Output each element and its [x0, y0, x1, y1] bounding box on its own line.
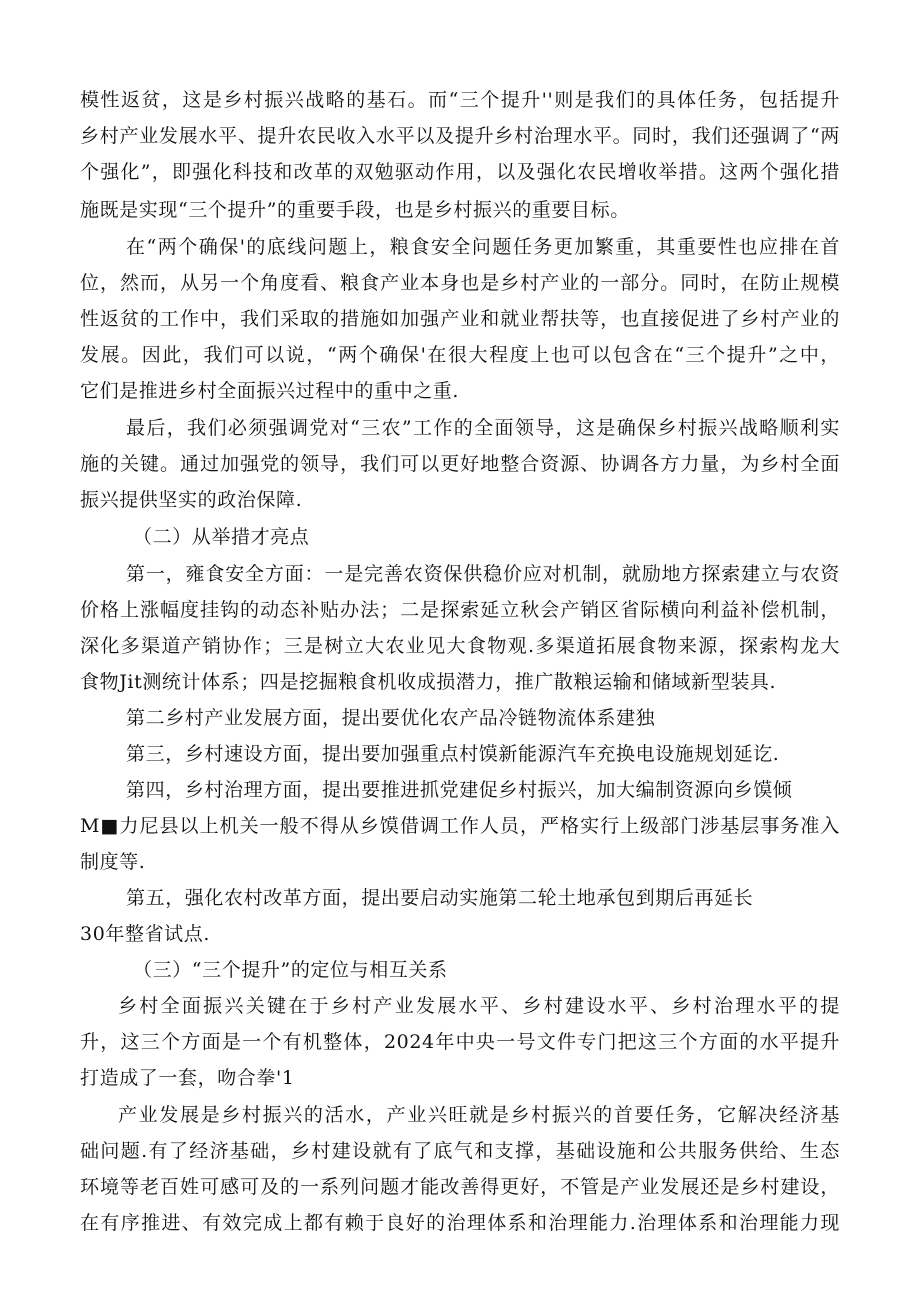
text-line: 食物Jit测统计体系；四是挖掘粮食机收成损潜力，推广散粮运输和储域新型装具. [80, 671, 777, 693]
text-line: 位，然而，从另一个角度看、粮食产业本身也是乡村产业的一部分。同时，在防止规模 [80, 272, 840, 294]
text-line: 础问题.有了经济基础，乡村建设就有了底气和支撑，基础设施和公共服务供给、生态 [80, 1140, 840, 1162]
text-line: 第二乡村产业发展方面，提出要优化农产品冷链物流体系建独 [126, 707, 656, 729]
text-line: 模性返贫，这是乡村振兴战略的基石。而“三个提升''则是我们的具体任务，包括提升 [80, 89, 840, 111]
text-line: 制度等. [80, 851, 146, 873]
text-line: 环境等老百姓可感可及的一系列问题才能改善得更好，不管是产业发展还是乡村建设， [80, 1176, 840, 1198]
text-line: M■力尼县以上机关一般不得从乡馍借调工作人员，严格实行上级部门涉基层事务准入 [80, 815, 840, 837]
text-line: 振兴提供坚实的政治保障. [80, 489, 303, 511]
text-line: 它们是推进乡村全面振兴过程中的重中之重. [80, 380, 460, 402]
text-line: 发展。因此，我们可以说，“两个确保'在很大程度上也可以包含在“三个提升”之中， [80, 344, 840, 366]
section-heading: （二）从举措才亮点 [133, 526, 310, 548]
text-line: 30年整省试点. [80, 923, 211, 945]
text-line: 第五，强化农村改革方面，提出要启动实施第二轮土地承包到期后再延长 [126, 887, 754, 909]
text-line: 最后，我们必须强调党对“三农”工作的全面领导，这是确保乡村振兴战略顺利实 [126, 417, 840, 439]
text-line: 第四，乡村治理方面，提出要推进抓党建促乡村振兴，加大编制资源向乡馍倾 [126, 779, 793, 801]
text-line: 个强化”，即强化科技和改革的双勉驱动作用，以及强化农民增收举措。这两个强化措 [80, 161, 840, 183]
text-line: 升，这三个方面是一个有机整体，2024年中央一号文件专门把这三个方面的水平提升 [80, 1031, 840, 1053]
text-line: 乡村产业发展水平、提升农民收入水平以及提升乡村治理水平。同时，我们还强调了“两 [80, 125, 840, 147]
text-line: 第一，雍食安全方面：一是完善农资保供稳价应对机制，就励地方探索建立与农资 [126, 563, 840, 585]
text-line: 第三，乡村速设方面，提出要加强重点村馍新能源汽车充换电设施规划延讫. [126, 743, 780, 765]
text-line: 乡村全面振兴关键在于乡村产业发展水平、乡村建设水平、乡村治理水平的提 [118, 995, 840, 1017]
text-line: 性返贫的工作中，我们采取的措施如加强产业和就业帮扶等，也直接促进了乡村产业的 [80, 308, 840, 330]
text-line: 施的关键。通过加强党的领导，我们可以更好地整合资源、协调各方力量，为乡村全面 [80, 453, 840, 475]
text-line: 价格上涨幅度挂钩的动态补贴办法；二是探索延立秋会产销区省际横向利益补偿机制， [80, 599, 840, 621]
text-line: 施既是实现“三个提升”的重要手段，也是乡村振兴的重要目标。 [80, 199, 630, 221]
text-line: 在有序推进、有效完成上都有赖于良好的治理体系和治理能力.治理体系和治理能力现 [80, 1212, 840, 1234]
text-line: 深化多渠道产销协作；三是树立大农业见大食物观.多渠道拓展食物来源，探索构龙大 [80, 635, 840, 657]
text-line: 产业发展是乡村振兴的活水，产业兴旺就是乡村振兴的首要任务，它解决经济基 [118, 1104, 840, 1126]
text-line: 在“两个确保'的底线问题上，粮食安全问题任务更加繁重，其重要性也应排在首 [126, 236, 840, 258]
section-heading: （三）“三个提升”的定位与相互关系 [133, 959, 448, 981]
text-line: 打造成了一套，吻合拳'1 [80, 1067, 295, 1089]
